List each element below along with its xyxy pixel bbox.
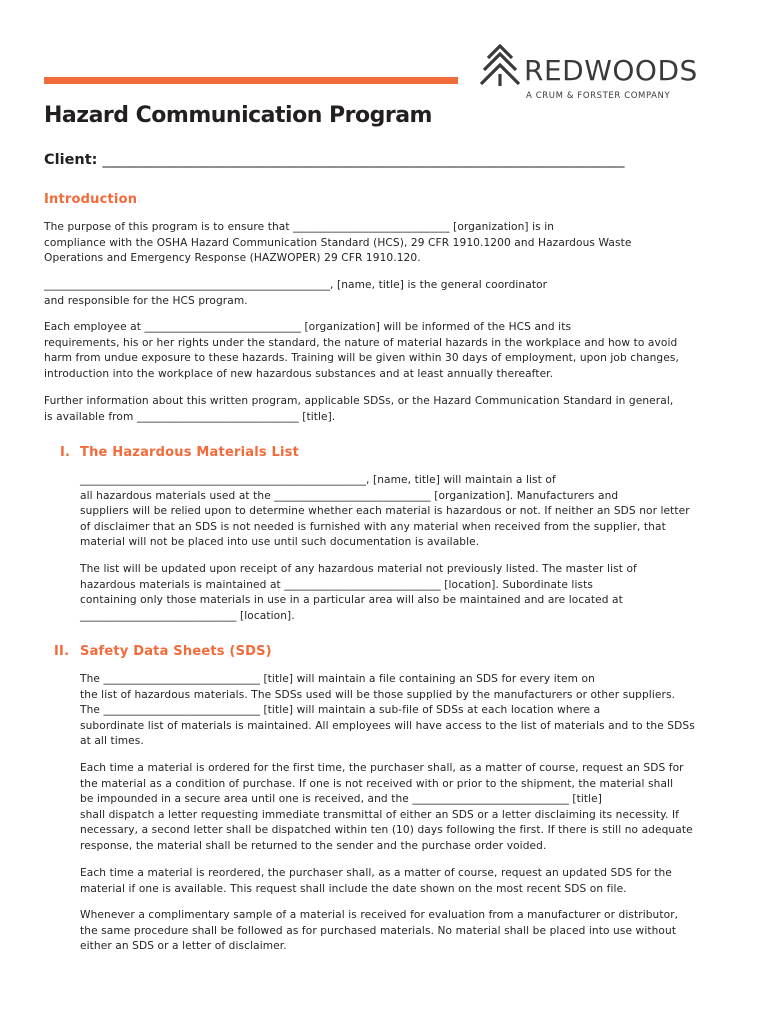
text-line: Operations and Emergency Response (HAZWOPER) 29 CFR 1910.120. — [44, 252, 421, 264]
text-line: the list of hazardous materials. The SDSs used will be those supplied by the manufacturers or other suppliers. — [80, 688, 676, 701]
text-line: introduction into the workplace of new hazardous substances and at least annually thereafter. — [44, 367, 554, 380]
page-title: Hazard Communication Program — [44, 103, 432, 128]
text-line: necessary, a second letter shall be dispatched within ten (10) days following the first. If there is still no adequate — [80, 824, 693, 836]
text-line: containing only those materials in use in a particular area will also be maintained and are located at — [80, 594, 623, 606]
text-line: either an SDS or a letter of disclaimer. — [80, 940, 287, 952]
text-line: shall dispatch a letter requesting immediate transmittal of either an SDS or a letter disclaiming its necessity. If — [80, 808, 680, 821]
text-line: The purpose of this program is to ensure that _____________________________ [organization] is in — [44, 221, 555, 233]
text-line: harm from undue exposure to these hazards. Training will be given within 30 days of employment, upon job changes, — [44, 352, 679, 364]
text-line: Each employee at _____________________________ [organization] will be informed of the HCS and its — [44, 321, 572, 333]
text-line: subordinate list of materials is maintained. All employees will have access to the list of materials and to the SDSs — [80, 719, 695, 732]
intro-paragraph-4 — [44, 394, 673, 425]
client-blank: ________________________________________________________________________ — [102, 152, 625, 168]
section-1-paragraph-1 — [80, 473, 690, 551]
intro-paragraph-2 — [44, 278, 547, 309]
brand-name: REDWOODS — [524, 54, 698, 87]
client-line — [44, 152, 726, 168]
section-1-paragraph-2 — [80, 562, 637, 624]
text-line: Each time a material is reordered, the purchaser shall, as a matter of course, request an updated SDS for the — [80, 867, 672, 879]
section-2-paragraph-2 — [80, 761, 693, 854]
text-line: _____________________________ [location]. — [80, 609, 295, 622]
text-line: response, the material shall be returned to the sender and the purchase order voided. — [80, 839, 547, 852]
section-2-paragraph-3 — [80, 866, 672, 897]
text-line: at all times. — [80, 735, 144, 747]
text-line: the same procedure shall be followed as for purchased materials. No material shall be placed into use without — [80, 924, 677, 937]
redwoods-logo — [480, 44, 730, 104]
text-line: Each time a material is ordered for the first time, the purchaser shall, as a matter of course, request an SDS for — [80, 762, 684, 774]
text-line: be impounded in a secure area until one is received, and the _____________________________ [title] — [80, 793, 603, 805]
text-line: _____________________________________________________, [name, title] will maintain a list of — [80, 474, 556, 486]
header-accent-bar — [44, 77, 458, 84]
text-line: material will not be placed into use until such documentation is available. — [80, 536, 480, 548]
text-line: hazardous materials is maintained at _____________________________ [location]. Subordinate lists — [80, 578, 593, 591]
redwoods-tree-icon — [480, 44, 520, 88]
intro-paragraph-1 — [44, 220, 631, 267]
text-line: and responsible for the HCS program. — [44, 294, 248, 307]
section-2-paragraph-4 — [80, 908, 678, 955]
section-1-number: I. — [60, 445, 71, 460]
section-2-paragraph-1 — [80, 672, 695, 750]
text-line: compliance with the OSHA Hazard Communication Standard (HCS), 29 CFR 1910.1200 and Hazardous Waste — [44, 236, 632, 249]
text-line: suppliers will be relied upon to determine whether each material is hazardous or not. If neither an SDS nor letter — [80, 505, 690, 517]
text-line: The _____________________________ [title] will maintain a sub-file of SDSs at each location where a — [80, 704, 601, 716]
text-line: The list will be updated upon receipt of any hazardous material not previously listed. The master list of — [80, 563, 637, 575]
text-line: Further information about this written program, applicable SDSs, or the Hazard Communication Standard in general, — [44, 395, 674, 407]
text-line: _____________________________________________________, [name, title] is the general coordinator — [44, 279, 548, 291]
intro-heading: Introduction — [44, 192, 138, 207]
section-2-number: II. — [54, 644, 70, 659]
text-line: The _____________________________ [title] will maintain a file containing an SDS for every item on — [80, 673, 595, 685]
section-2-heading: Safety Data Sheets (SDS) — [80, 644, 272, 659]
brand-tagline: A CRUM & FORSTER COMPANY — [526, 91, 671, 101]
intro-paragraph-3 — [44, 320, 679, 382]
text-line: of disclaimer that an SDS is not needed is furnished with any material when received from the supplier, that — [80, 520, 666, 533]
text-line: all hazardous materials used at the _____________________________ [organization]. Manufacturers and — [80, 489, 619, 502]
text-line: requirements, his or her rights under the standard, the nature of material hazards in the workplace and how to avoid — [44, 336, 678, 349]
section-1-heading: The Hazardous Materials List — [80, 445, 300, 460]
text-line: Whenever a complimentary sample of a material is received for evaluation from a manufacturer or distributor, — [80, 909, 679, 921]
text-line: is available from ______________________________ [title]. — [44, 410, 336, 423]
text-line: the material as a condition of purchase. If one is not received with or prior to the shipment, the material shall — [80, 777, 674, 790]
client-label: Client: — [44, 152, 98, 168]
text-line: material if one is available. This request shall include the date shown on the most recent SDS on file. — [80, 882, 627, 895]
